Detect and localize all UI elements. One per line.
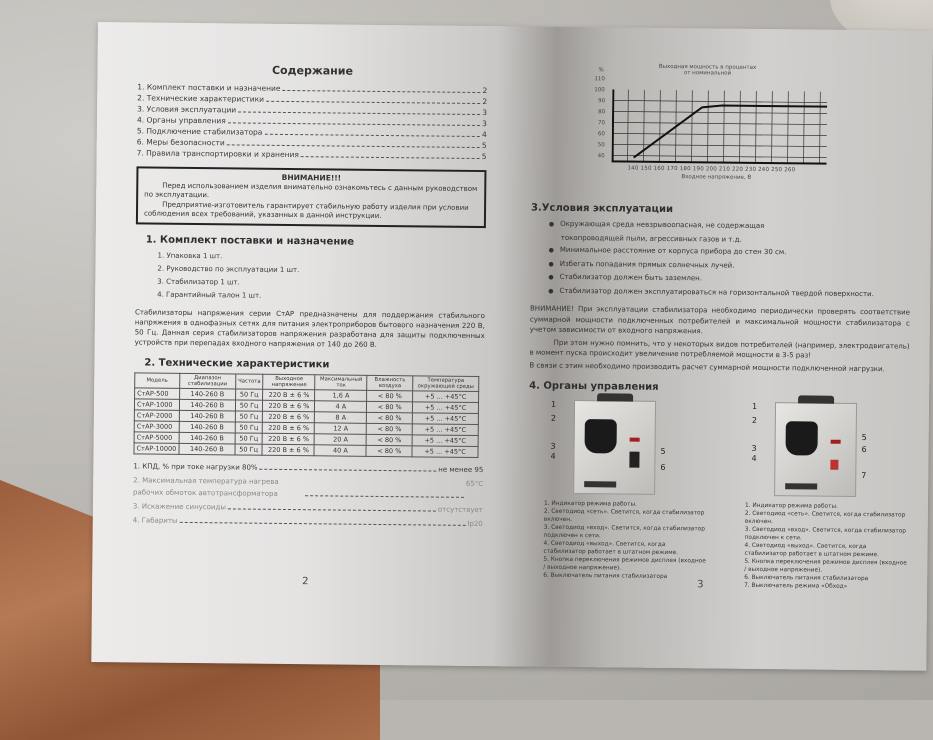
page-number-right: 3 (697, 579, 704, 591)
controls-legend: 1. Индикатор режима работы. 2. Светодиод «сеть». Светится, когда стабилизатор включен. 3. Светодиод «вход». Светится, когда стабилизатор подключен к сети. 4. Светодиод «выход». Светится, когда стабилизатор работает в штатном режиме. 5. Кнопка переключения режимов дисплея (входное / выходное напряжение). 6. Выключатель питания стабилизатора 7. Выключатель режима «Обход» (744, 502, 907, 590)
output-power-chart: Выходная мощность в процентах от номинальной % 110 100 90 80 70 60 50 40 140 150 160 170 180 190 200 210 220 230 240 250 260 Входное напряжение, В (591, 63, 822, 195)
list-item: 1. Упаковка 1 шт. (157, 251, 223, 260)
table-row: СтАР-500 140-260 В 50 Гц 220 В ± 6 % 1,6 А < 80 % +5 ... +45°C (135, 387, 479, 402)
list-item: ● Окружающая среда невзрывоопасная, не содержащая токопроводящей пыли, агрессивных газов и т.д. (549, 218, 911, 248)
toc-item: 4. Органы управления 3 (136, 115, 488, 129)
section-2-heading: 2. Технические характеристики (144, 357, 330, 370)
section-1-heading: 1. Комплект поставки и назначение (145, 234, 355, 248)
controls-legend: 1. Индикатор режима работы. 2. Светодиод «сеть». Светится, когда стабилизатор включен. 3. Светодиод «вход». Светится, когда стабилизатор подключен к сети. 4. Светодиод «выход». Светится, когда стабилизатор работает в штатном режиме. 5. Кнопка переключения режимов дисплея (входное / выходное напряжение). 6. Выключатель питания стабилизатора (543, 500, 706, 580)
toc-item: 2. Технические характеристики 2 (137, 93, 488, 107)
x-axis-label: Входное напряжение, В (681, 174, 752, 181)
table-row: СтАР-1000 140-260 В 50 Гц 220 В ± 6 % 4 А < 80 % +5 ... +45°C (134, 398, 478, 413)
characteristic-row: 3. Искажение синусоиды отсутствует (132, 501, 483, 514)
table-header-row: Модель Диапазон стабилизации Частота Выходное напряжение Максимальный ток Влажность воздуха Температура окружающей среды (135, 372, 479, 391)
device-diagram-right: 1 2 3 4 5 6 7 1. Индикатор режима работы. 2. Светодиод «сеть». Светится, когда стабилизатор включен. 3. Светодиод «вход». Светится, когда стабилизатор подключен к сети. 4. Светодиод «выход». Светится, когда стабилизатор работает в штатном режиме. 5. Кнопка переключения режимов дисплея (входное / выходное напряжение). 6. Выключатель питания стабилизатора 7. Выключатель режима «Обход» (728, 402, 909, 592)
list-item: 4. Гарантийный талон 1 шт. (157, 290, 262, 300)
list-item: ● Избегать попадания прямых солнечных лучей. (548, 257, 910, 274)
notice-paragraph: Перед использованием изделия внимательно ознакомьтесь с данным руководством по эксплуатации. (144, 181, 478, 200)
spec-table (133, 372, 479, 458)
list-item: 2. Руководство по эксплуатации 1 шт. (157, 264, 300, 274)
toc-item: 6. Меры безопасности 5 (136, 137, 487, 151)
y-axis-unit: % (598, 67, 604, 74)
section-4-heading: 4. Органы управления (529, 380, 659, 393)
table-row: СтАР-5000 140-260 В 50 Гц 220 В ± 6 % 20 А < 80 % +5 ... +45°C (134, 431, 478, 446)
toc-title: Содержание (271, 63, 354, 78)
notice-paragraph: Предприятие-изготовитель гарантирует стабильную работу изделия при условии соблюдения всех требований, указанных в данной инструкции. (143, 200, 469, 220)
table-row: СтАР-2000 140-260 В 50 Гц 220 В ± 6 % 8 А < 80 % +5 ... +45°C (134, 409, 478, 424)
list-item: ● Стабилизатор должен эксплуатироваться на горизонтальной твердой поверхности. (548, 284, 910, 301)
characteristic-row: 1. КПД, % при токе нагрузки 80% не менее 95 (133, 461, 484, 474)
device-diagram-left: 1 2 3 4 5 6 1. Индикатор режима работы. 2. Светодиод «сеть». Светится, когда стабилизатор включен. 3. Светодиод «вход». Светится, когда стабилизатор подключен к сети. 4. Светодиод «выход». Светится, когда стабилизатор работает в штатном режиме. 5. Кнопка переключения режимов дисплея (входное / выходное напряжение). 6. Выключатель питания стабилизатора 3 (527, 400, 708, 590)
characteristics-list (133, 460, 484, 530)
package-contents-list (157, 249, 486, 304)
chart-title: Выходная мощность в процентах от номинальной (658, 63, 757, 77)
notice-title: ВНИМАНИЕ!!! (281, 172, 342, 183)
manual-sheet (91, 22, 933, 671)
page-number-left: 2 (302, 576, 309, 588)
attention-notice-box (136, 166, 487, 227)
section-3-heading: 3.Условия эксплуатации (531, 202, 674, 216)
characteristic-row: 2. Максимальная температура нагрева рабочих обмоток автотрансформатора 65°C (133, 475, 484, 498)
toc-item: 3. Условия эксплуатации 3 (137, 104, 488, 118)
table-of-contents (137, 81, 488, 162)
table-row: СтАР-3000 140-260 В 50 Гц 220 В ± 6 % 12 А < 80 % +5 ... +45°C (134, 420, 478, 435)
purpose-paragraph: Стабилизаторы напряжения серии СтАР предназначены для поддержания стабильного напряжения в однофазных сетях для питания электроприборов бытового назначения 220 В, 50 Гц. Данная серия стабилизаторов напряжения разработана для защиты подключенных устройств при перепадах входного напряжения от 140 до 260 В. (134, 307, 485, 349)
toc-item: 5. Подключение стабилизатора 4 (136, 126, 487, 140)
warning-paragraph: ВНИМАНИЕ! При эксплуатации стабилизатора необходимо периодически проверять соответствие суммарной мощности подключенных потребителей и максимальной мощности стабилизатора с учетом зависимости от входного напряжения. (529, 304, 911, 336)
right-page (527, 27, 913, 592)
operating-conditions-list (548, 218, 911, 302)
stabilizer-image (573, 400, 656, 495)
toc-item: 1. Комплект поставки и назначение 2 (137, 82, 488, 96)
x-axis-ticks: 140 150 160 170 180 190 200 210 220 230 240 250 260 (627, 165, 796, 174)
list-item: ● Стабилизатор должен быть заземлен. (548, 271, 910, 288)
list-item: ● Минимальное расстояние от корпуса прибора до стен 30 см. (549, 244, 911, 261)
list-item: 3. Стабилизатор 1 шт. (157, 277, 240, 286)
characteristic-row: 4. Габариты Ip20 (132, 515, 483, 528)
table-row: СтАР-10000 140-260 В 50 Гц 220 В ± 6 % 40 А < 80 % +5 ... +45°C (134, 442, 478, 457)
toc-item: 7. Правила транспортировки и хранения 5 (136, 148, 487, 162)
left-page (132, 22, 488, 588)
chart-plot-area (612, 89, 828, 165)
stabilizer-image (774, 402, 857, 497)
controls-section (527, 400, 909, 592)
warning-paragraph: В связи с этим необходимо производить расчет суммарной мощности подключенной нагрузки. (529, 361, 885, 373)
warning-paragraph: При этом нужно помнить, что у некоторых видов потребителей (например, электродвигатель) в момент пуска происходит увеличение потребляемой мощности в 3-5 раз! (529, 338, 910, 360)
